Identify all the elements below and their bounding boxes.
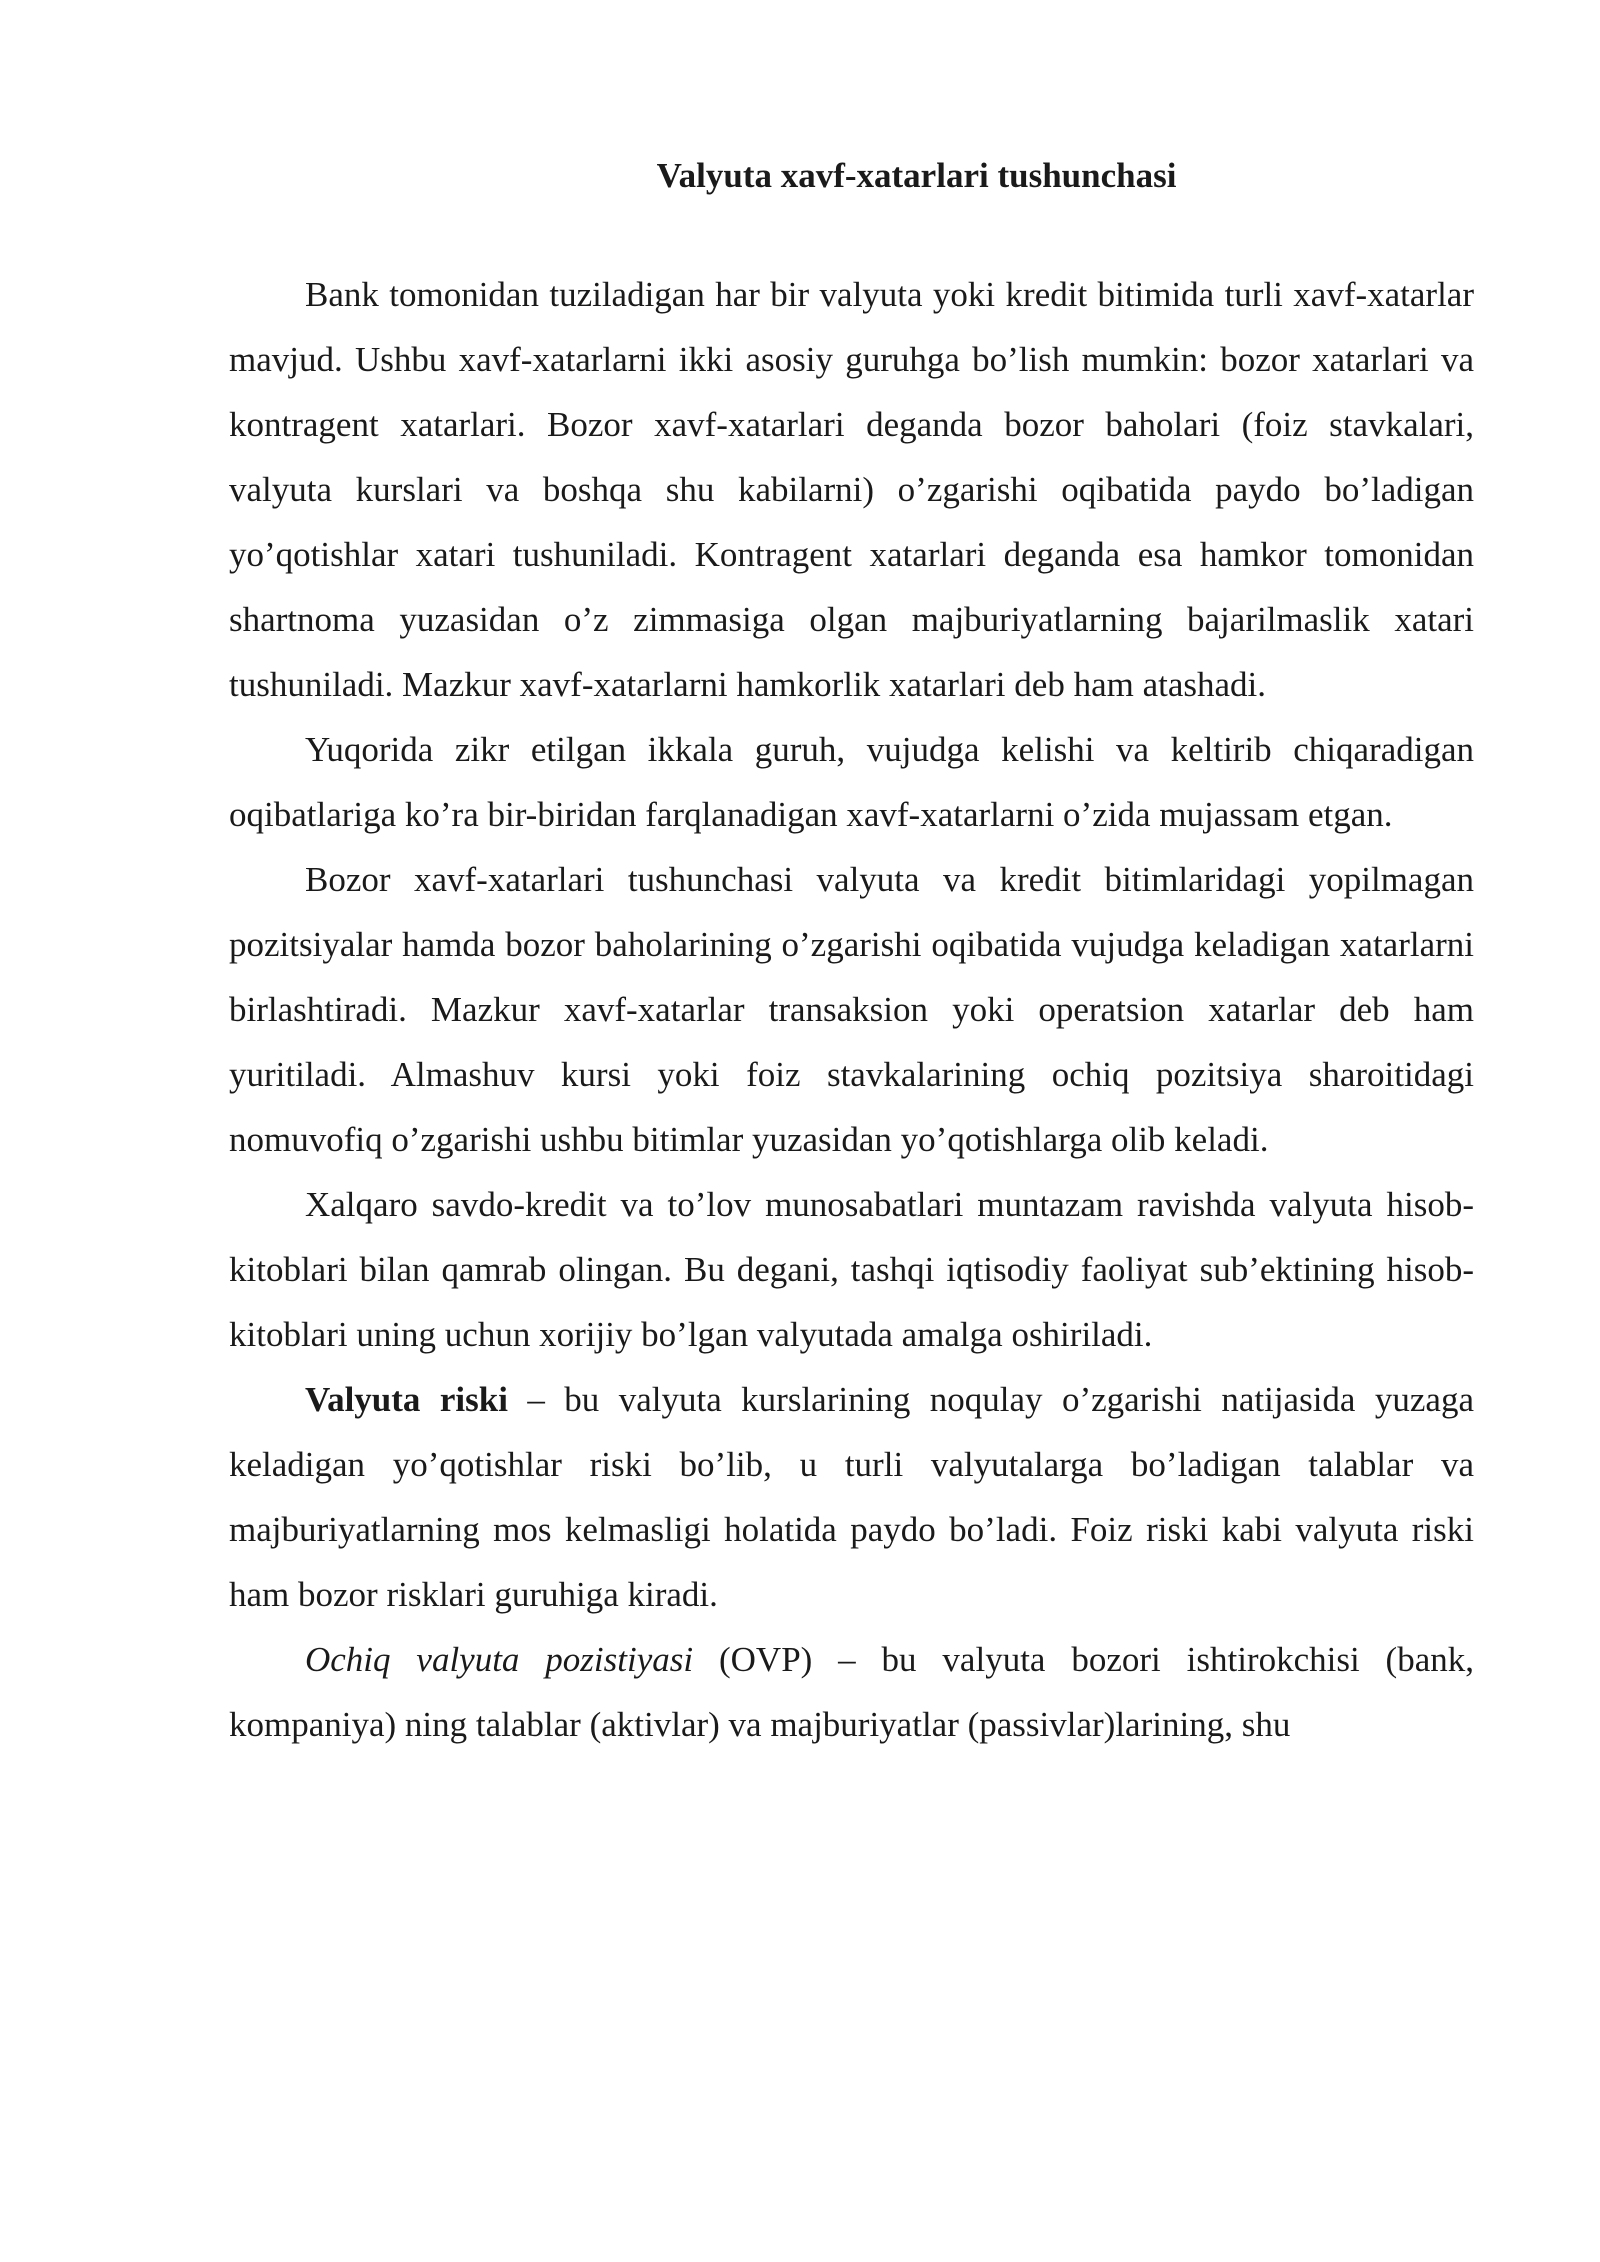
paragraph-currency-risk-definition xyxy=(229,1367,1474,1627)
definition-open-currency-position: (OVP) – bu valyuta bozori ishtirokchisi (bank, kompaniya) ning talablar (aktivlar) va majburiyatlar (passivlar)larining, shu xyxy=(229,1640,1474,1744)
term-currency-risk: Valyuta riski xyxy=(305,1380,508,1419)
page-title: Valyuta xavf-xatarlari tushunchasi xyxy=(656,156,1177,195)
paragraph-open-position-definition xyxy=(229,1627,1474,1757)
paragraph-market-risk: Bozor xavf-xatarlari tushunchasi valyuta va kredit bitimlaridagi yopilmagan pozitsiyalar hamda bozor baholarining o’zgarishi oqibatida vujudga keladigan xatarlarni birlashtiradi. Mazkur xavf-xatarlar transaksion yoki operatsion xatarlar deb ham yuritiladi. Almashuv kursi yoki foiz stavkalarining ochiq pozitsiya sharoitidagi nomuvofiq o’zgarishi ushbu bitimlar yuzasidan yo’qotishlarga olib keladi. xyxy=(229,860,1474,1159)
paragraph-risk-groups: Bank tomonidan tuziladigan har bir valyuta yoki kredit bitimida turli xavf-xatarlar mavjud. Ushbu xavf-xatarlarni ikki asosiy guruhga bo’lish mumkin: bozor xatarlari va kontragent xatarlari. Bozor xavf-xatarlari deganda bozor baholari (foiz stavkalari, valyuta kurslari va boshqa shu kabilarni) o’zgarishi oqibatida paydo bo’ladigan yo’qotishlar xatari tushuniladi. Kontragent xatarlari deganda esa hamkor tomonidan shartnoma yuzasidan o’z zimmasiga olgan majburiyatlarning bajarilmaslik xatari tushuniladi. Mazkur xavf-xatarlarni hamkorlik xatarlari deb ham atashadi. xyxy=(229,275,1474,704)
paragraph-international-settlements: Xalqaro savdo-kredit va to’lov munosabatlari muntazam ravishda valyuta hisob-kitoblari bilan qamrab olingan. Bu degani, tashqi iqtisodiy faoliyat sub’ektining hisob-kitoblari uning uchun xorijiy bo’lgan valyutada amalga oshiriladi. xyxy=(229,1185,1474,1354)
term-open-currency-position: Ochiq valyuta pozistiyasi xyxy=(305,1640,694,1679)
paragraph-two-groups: Yuqorida zikr etilgan ikkala guruh, vujudga kelishi va keltirib chiqaradigan oqibatlariga ko’ra bir-biridan farqlanadigan xavf-xatarlarni o’zida mujassam etgan. xyxy=(229,730,1474,834)
definition-currency-risk: – bu valyuta kurslarining noqulay o’zgarishi natijasida yuzaga keladigan yo’qotishlar riski bo’lib, u turli valyutalarga bo’ladigan talablar va majburiyatlarning mos kelmasligi holatida paydo bo’ladi. Foiz riski kabi valyuta riski ham bozor risklari guruhiga kiradi. xyxy=(229,1380,1474,1614)
document-page xyxy=(229,140,1474,1757)
